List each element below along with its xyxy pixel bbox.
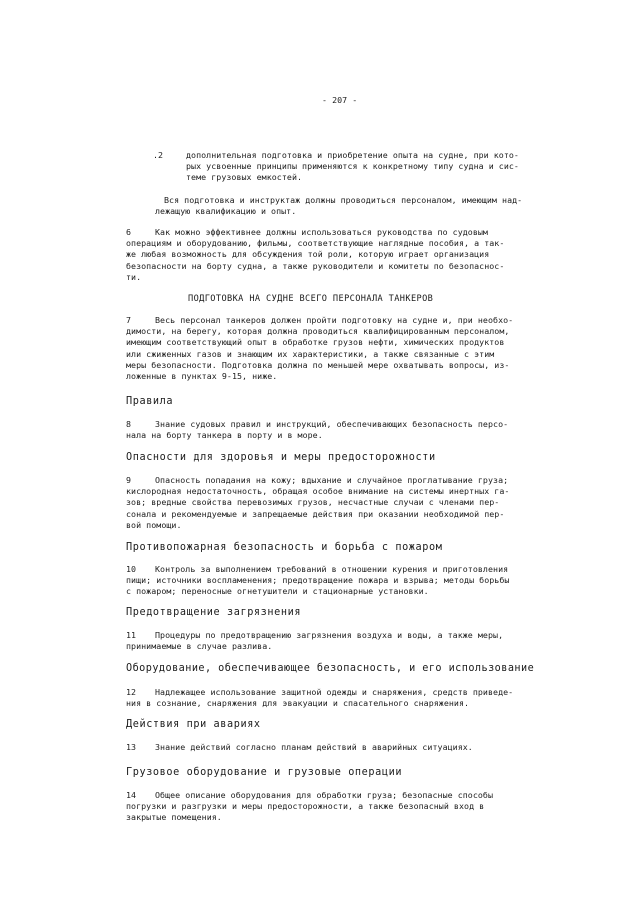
text-line: же любая возможность для обсуждения той роли, которую играет организация bbox=[126, 249, 490, 260]
text-line: 13 Знание действий согласно планам действий в аварийных ситуациях. bbox=[126, 742, 473, 752]
text-line: с пожаром; переносные огнетушители и стационарные установки. bbox=[126, 586, 429, 597]
paragraph-number: 14 bbox=[126, 790, 137, 800]
section-title: ПОДГОТОВКА НА СУДНЕ ВСЕГО ПЕРСОНАЛА ТАНКЕРОВ bbox=[188, 294, 434, 304]
text-line: закрытые помещения. bbox=[126, 812, 222, 823]
text-line: вой помощи. bbox=[126, 519, 182, 530]
paragraph-number: 6 bbox=[126, 227, 132, 237]
text-line: Вся подготовка и инструктаж должны проводиться персоналом, имеющим над- bbox=[164, 195, 523, 205]
paragraph-number: 12 bbox=[126, 687, 137, 697]
text-line: меры безопасности. Подготовка должна по меньшей мере охватывать вопросы, из- bbox=[126, 359, 510, 370]
heading-cargo-operations: Грузовое оборудование и грузовые операции bbox=[126, 767, 403, 778]
heading-fire-safety: Противопожарная безопасность и борьба с пожаром bbox=[126, 542, 443, 553]
text-line: 6 Как можно эффективнее должны использоваться руководства по судовым bbox=[126, 227, 488, 237]
paragraph-7 bbox=[126, 315, 513, 382]
text-line: рых усвоенные принципы применяются к конкретному типу судна и сис- bbox=[186, 161, 519, 172]
text-line: ния в сознание, снаряжения для эвакуации и спасательного снаряжения. bbox=[126, 698, 470, 709]
heading-rules: Правила bbox=[126, 396, 174, 407]
text-line: 11 Процедуры по предотвращению загрязнения воздуха и воды, а также меры, bbox=[126, 630, 504, 640]
text-line: ложенные в пунктах 9-15, ниже. bbox=[126, 371, 278, 382]
text-line: безопасности на борту судна, а также руководители и комитеты по безопаснос- bbox=[126, 260, 505, 271]
paragraph-8 bbox=[126, 419, 508, 441]
paragraph-9 bbox=[126, 475, 509, 531]
paragraph-all-training bbox=[155, 195, 523, 217]
text-line: или сжиженных газов и знающим их характеристики, а также связанные с этим bbox=[126, 348, 495, 359]
text-line: зов; вредные свойства перевозимых грузов, несчастные случаи с членами пер- bbox=[126, 497, 500, 508]
item-2-text bbox=[186, 150, 519, 184]
text-line: имеющим соответствующий опыт в обработке грузов нефти, химических продуктов bbox=[126, 337, 505, 348]
text-line: сонала и рекомендуемые и запрещаемые действия при оказании необходимой пер- bbox=[126, 508, 505, 519]
heading-safety-equipment: Оборудование, обеспечивающее безопасность, и его использование bbox=[126, 663, 535, 674]
paragraph-11 bbox=[126, 630, 503, 652]
text-line: принимаемые в случае разлива. bbox=[126, 641, 273, 652]
paragraph-number: 7 bbox=[126, 315, 132, 325]
paragraph-14 bbox=[126, 790, 493, 824]
item-2-number: .2 bbox=[153, 150, 164, 160]
text-line: 12 Надлежащее использование защитной одежды и снаряжения, средств приведе- bbox=[126, 687, 514, 697]
heading-pollution-prevention: Предотвращение загрязнения bbox=[126, 607, 302, 618]
text-line: 10 Контроль за выполнением требований в отношении курения и приготовления bbox=[126, 564, 509, 574]
text-line: теме грузовых емкостей. bbox=[186, 172, 303, 183]
text-line: 14 Общее описание оборудования для обработки груза; безопасные способы bbox=[126, 790, 494, 800]
text-line: нала на борту танкера в порту и в море. bbox=[126, 430, 323, 441]
text-line: дополнительная подготовка и приобретение опыта на судне, при кото- bbox=[186, 150, 519, 160]
text-line: пищи; источники воспламенения; предотвращение пожара и взрыва; методы борьбы bbox=[126, 575, 510, 586]
paragraph-10 bbox=[126, 564, 509, 598]
text-line: 9 Опасность попадания на кожу; вдыхание и случайное проглатывание груза; bbox=[126, 475, 509, 485]
text-line: кислородная недостаточность, обращая особое внимание на системы инертных га- bbox=[126, 486, 510, 497]
text-line: ти. bbox=[126, 271, 142, 282]
text-line: погрузки и разгрузки и меры предосторожности, а также безопасный вход в bbox=[126, 801, 485, 812]
text-line: лежащую квалификацию и опыт. bbox=[155, 206, 297, 217]
text-line: операциям и оборудованию, фильмы, соответствующие наглядные пособия, а так- bbox=[126, 238, 505, 249]
text-line: 7 Весь персонал танкеров должен пройти подготовку на судне и, при необхо- bbox=[126, 315, 514, 325]
paragraph-number: 13 bbox=[126, 742, 137, 752]
paragraph-number: 8 bbox=[126, 419, 132, 429]
page-number: - 207 - bbox=[322, 95, 358, 105]
paragraph-6 bbox=[126, 227, 504, 283]
heading-emergency-actions: Действия при авариях bbox=[126, 719, 261, 730]
paragraph-number: 10 bbox=[126, 564, 137, 574]
paragraph-13 bbox=[126, 742, 473, 753]
text-line: димости, на берегу, которая должна проводиться квалифицированным персоналом, bbox=[126, 326, 510, 337]
text-line: 8 Знание судовых правил и инструкций, обеспечивающих безопасность персо- bbox=[126, 419, 509, 429]
heading-health-hazards: Опасности для здоровья и меры предосторожности bbox=[126, 452, 436, 463]
paragraph-number: 11 bbox=[126, 630, 137, 640]
paragraph-12 bbox=[126, 687, 513, 709]
paragraph-number: 9 bbox=[126, 475, 132, 485]
